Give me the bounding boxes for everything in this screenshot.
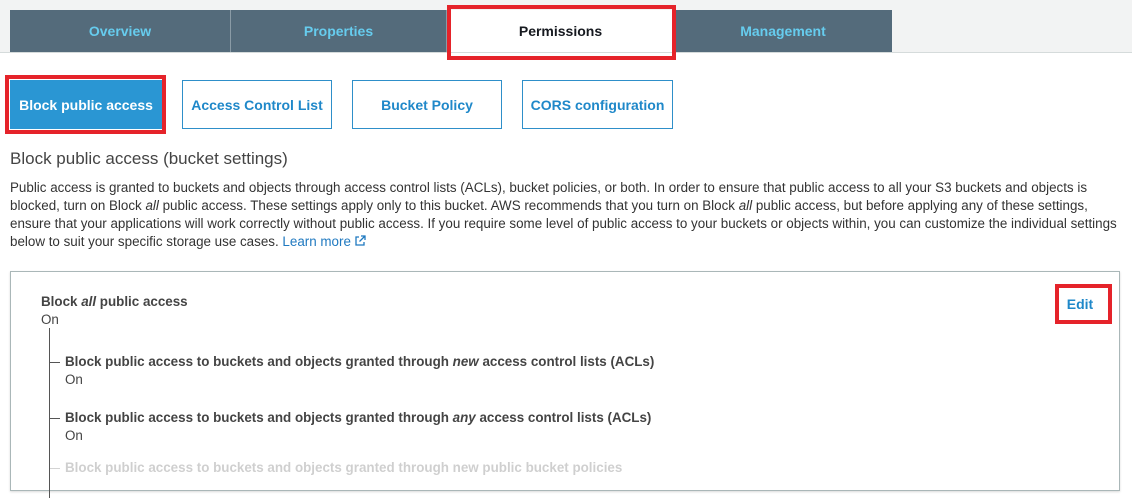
subtab-label: CORS configuration	[530, 96, 665, 113]
tab-label: Properties	[303, 23, 374, 39]
tab-properties[interactable]	[231, 10, 447, 52]
description-text: Public access is granted to buckets and objects through access control lists (ACLs), bucket policies, or both. In order to ensure that public access to all your S3 buckets and objects is blocked, turn on Block	[10, 180, 1088, 213]
tree-tick	[49, 362, 60, 363]
tab-management[interactable]	[674, 10, 892, 52]
tree-tick	[49, 418, 60, 419]
label-text: Block	[41, 294, 82, 309]
learn-more-link[interactable]	[282, 234, 365, 249]
setting-value: On	[65, 428, 83, 443]
tab-label: Permissions	[518, 23, 603, 39]
tab-overview[interactable]	[10, 10, 231, 52]
section-description	[10, 179, 1120, 252]
tab-label: Overview	[88, 23, 152, 39]
setting-any-acls	[65, 410, 651, 443]
permission-subtabs	[0, 80, 1132, 130]
label-text: access control lists (ACLs)	[475, 410, 652, 425]
label-emphasis: all	[81, 294, 97, 309]
edit-button[interactable]	[1055, 286, 1105, 322]
description-emphasis: all	[738, 198, 753, 213]
subtab-cors-configuration[interactable]	[522, 80, 673, 129]
tab-permissions[interactable]	[447, 10, 674, 52]
section-title: Block public access (bucket settings)	[10, 149, 288, 168]
subtab-label: Block public access	[19, 96, 153, 113]
setting-label	[41, 294, 188, 309]
description-emphasis: all	[145, 198, 159, 213]
label-text: Block public access to buckets and objects granted through new public bucket policies	[65, 460, 623, 475]
description-text: public access. These settings apply only to this bucket. AWS recommends that you turn on Block	[158, 198, 739, 213]
setting-label	[65, 460, 622, 475]
tree-connector-line	[49, 328, 50, 498]
block-public-access-panel	[10, 271, 1120, 491]
label-text: Block public access to buckets and objects granted through	[65, 410, 453, 425]
setting-label	[65, 354, 654, 369]
label-text: access control lists (ACLs)	[478, 354, 655, 369]
setting-new-bucket-policies	[65, 460, 622, 475]
label-text: public access	[96, 294, 188, 309]
block-all-public-access-setting	[41, 294, 188, 327]
tab-label: Management	[740, 23, 826, 39]
external-link-icon	[354, 234, 366, 252]
top-tab-bar-background	[0, 0, 1132, 53]
learn-more-label: Learn more	[282, 234, 351, 249]
setting-label	[65, 410, 651, 425]
subtab-bucket-policy[interactable]	[352, 80, 502, 129]
subtab-label: Bucket Policy	[381, 96, 473, 113]
subtab-label: Access Control List	[191, 96, 323, 113]
label-emphasis: new	[452, 354, 479, 369]
label-text: Block public access to buckets and objects granted through	[65, 354, 453, 369]
subtab-access-control-list[interactable]	[182, 80, 332, 129]
description-text: public access, but before applying any of these settings, ensure that your applications will work correctly without public access. If you require some level of public access to your buckets or objects within, you can customize the individual settings below to suit your specific storage use cases.	[10, 198, 1117, 249]
setting-new-acls	[65, 354, 654, 387]
setting-value: On	[41, 312, 59, 327]
subtab-block-public-access[interactable]	[10, 80, 162, 129]
edit-label: Edit	[1066, 296, 1094, 312]
label-emphasis: any	[452, 410, 476, 425]
main-tabs	[10, 10, 892, 52]
setting-value: On	[65, 372, 83, 387]
